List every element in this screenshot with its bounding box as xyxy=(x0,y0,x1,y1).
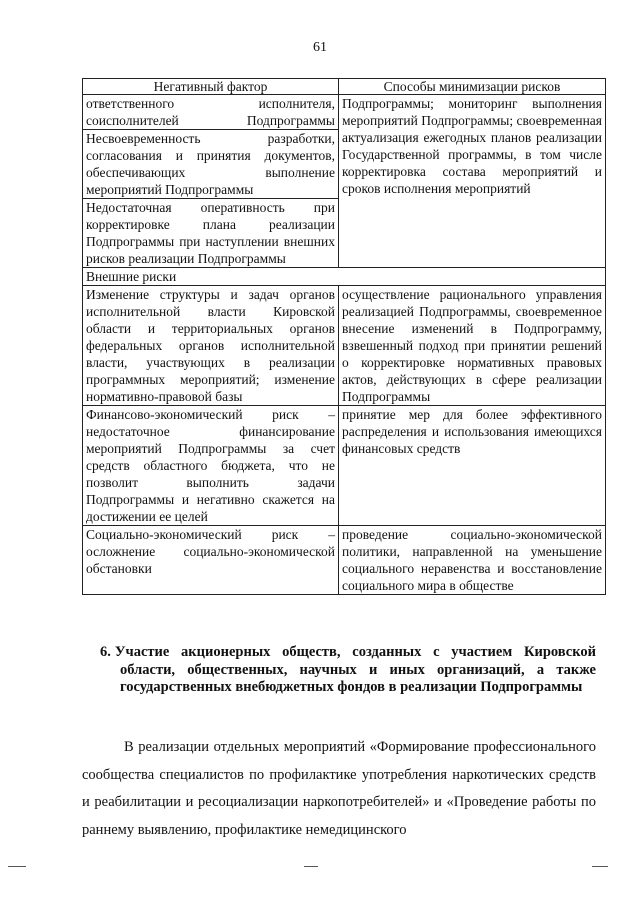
mitigation-cell: проведение социально-экономической политики, направленной на уменьшение социального неравенства и восстановление социального мира в обществе xyxy=(339,526,606,595)
section-title: Участие акционерных обществ, созданных с участием Кировской области, общественных, научных и иных организаций, а также государственных внебюджетных фондов в реализации Подпрограммы xyxy=(114,644,596,695)
scan-artifact-left xyxy=(8,866,26,867)
factor-cell: Изменение структуры и задач органов исполнительной власти Кировской области и территориальных органов федеральных органов исполнительной власти, участвующих в реализации программных мероприятий; изменение нормативно-правовой базы xyxy=(83,286,339,406)
body-paragraph: В реализации отдельных мероприятий «Формирование профессионального сообщества специалистов по профилактике употребления наркотических средств и реабилитации и ресоциализации наркопотребителей» и «Проведение работы по раннему выявлению, профилактике немедицинского xyxy=(82,739,596,838)
section-heading xyxy=(100,644,596,697)
mitigation-cell: Подпрограммы; мониторинг выполнения мероприятий Подпрограммы; своевременная актуализация ежегодных планов реализации Государственной программы, в том числе корректировка состава мероприятий и сроков исполнения мероприятий xyxy=(339,95,606,268)
factor-cell: ответственного исполнителя, соисполнителей Подпрограммы xyxy=(83,95,339,130)
scan-artifact-right xyxy=(592,866,608,867)
column-header-factor: Негативный фактор xyxy=(83,79,339,95)
section-label-external-risks: Внешние риски xyxy=(83,268,606,286)
section-number: 6. xyxy=(100,644,111,660)
mitigation-cell: принятие мер для более эффективного распределения и использования имеющихся финансовых средств xyxy=(339,406,606,526)
scan-artifact-center xyxy=(304,866,318,867)
mitigation-cell: осуществление рационального управления реализацией Подпрограммы, своевременное внесение изменений в Подпрограмму, взвешенный подход при принятии решений о корректировке нормативных правовых актов, действующих в сфере реализации Подпрограммы xyxy=(339,286,606,406)
table-row xyxy=(83,286,606,406)
table-row xyxy=(83,406,606,526)
column-header-mitigation: Способы минимизации рисков xyxy=(339,79,606,95)
table-header-row xyxy=(83,79,606,95)
factor-cell: Недостаточная оперативность при корректировке плана реализации Подпрограммы при наступлении внешних рисков реализации Подпрограммы xyxy=(83,199,339,268)
table-row xyxy=(83,526,606,595)
factor-cell: Финансово-экономический риск – недостаточное финансирование мероприятий Подпрограммы за счет средств областного бюджета, что не позволит выполнить задачи Подпрограммы и негативно скажется на достижении ее целей xyxy=(83,406,339,526)
table-row xyxy=(83,95,606,130)
risk-table xyxy=(82,78,606,595)
page-number: 61 xyxy=(313,40,327,55)
table-section-row xyxy=(83,268,606,286)
factor-cell: Несвоевременность разработки, согласования и принятия документов, обеспечивающих выполнение мероприятий Подпрограммы xyxy=(83,130,339,199)
factor-cell: Социально-экономический риск – осложнение социально-экономической обстановки xyxy=(83,526,339,595)
